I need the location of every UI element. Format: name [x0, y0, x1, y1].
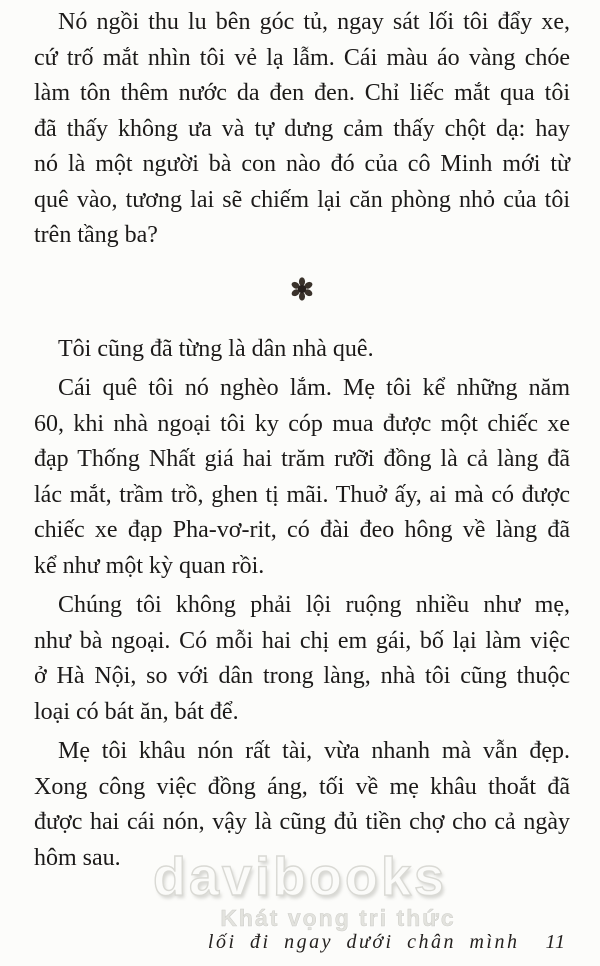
page-footer — [208, 931, 566, 954]
text-line: làm tôn thêm nước da đen đen. Chỉ liếc mắt qua tôi — [34, 80, 570, 106]
text-line: nó là một người bà con nào đó của cô Minh mới từ — [34, 151, 570, 177]
text-line: Xong công việc đồng áng, tối về mẹ khâu thoắt đã — [34, 773, 570, 800]
text-line: hôm sau. — [34, 844, 121, 871]
text-line: loại có bát ăn, bát để. — [34, 698, 239, 725]
text-line: chiếc xe đạp Pha-vơ-rit, có đài đeo hông về làng đã — [34, 517, 570, 543]
text-line: như bà ngoại. Có mỗi hai chị em gái, bố lại làm việc — [34, 627, 570, 654]
text-line: Tôi cũng đã từng là dân nhà quê. — [58, 335, 374, 362]
text-line: lác mắt, trầm trồ, ghen tị mãi. Thuở ấy, ai mà có được — [34, 481, 570, 508]
flower-ornament-icon — [290, 277, 314, 313]
text-line: Nó ngồi thu lu bên góc tủ, ngay sát lối tôi đẩy xe, — [58, 9, 570, 35]
text-line: ở Hà Nội, so với dân trong làng, nhà tôi cũng thuộc — [34, 663, 570, 689]
text-line: trên tầng ba? — [34, 222, 158, 248]
paragraph — [34, 332, 570, 368]
text-line: kể như một kỳ quan rồi. — [34, 552, 265, 579]
paragraph — [34, 5, 570, 254]
page-number: 11 — [545, 931, 566, 953]
text-line: Chúng tôi không phải lội ruộng nhiều như mẹ, — [58, 592, 570, 618]
text-line: Mẹ tôi khâu nón rất tài, vừa nhanh mà vẫn đẹp. — [58, 738, 570, 764]
text-line: được hai cái nón, vậy là cũng đủ tiền chợ cho cả ngày — [34, 809, 570, 835]
text-line: 60, khi nhà ngoại tôi ky cóp mua được một chiếc xe — [34, 410, 570, 437]
body-text — [34, 0, 570, 880]
paragraph — [34, 588, 570, 730]
paragraph — [34, 734, 570, 876]
running-title: lối đi ngay dưới chân mình — [207, 931, 520, 953]
text-line: Cái quê tôi nó nghèo lắm. Mẹ tôi kể những năm — [58, 375, 570, 401]
watermark-brand: davibooks — [152, 847, 448, 907]
paragraph — [34, 371, 570, 584]
text-line: quê vào, tương lai sẽ chiếm lại căn phòng nhỏ của tôi — [34, 186, 570, 213]
text-line: đã thấy không ưa và tự dưng cảm thấy chột dạ: hay — [34, 115, 570, 142]
watermark-tagline: Khát vọng tri thức — [220, 905, 456, 931]
text-line: đạp Thống Nhất giá hai trăm rưỡi đồng là cả làng đã — [34, 446, 570, 472]
section-divider — [34, 258, 570, 332]
text-line: cứ trố mắt nhìn tôi vẻ lạ lẫm. Cái màu áo vàng chóe — [34, 44, 570, 71]
